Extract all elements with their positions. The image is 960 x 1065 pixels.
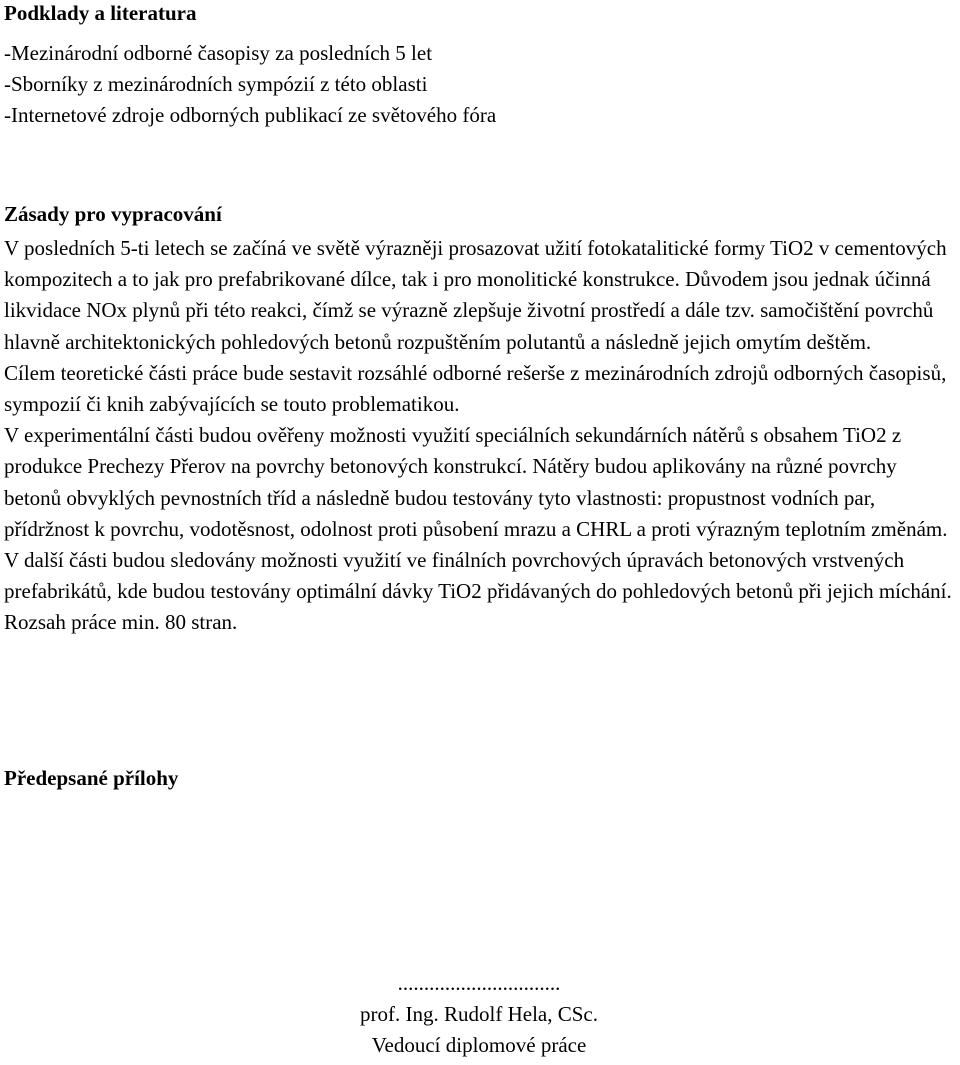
literature-item: -Internetové zdroje odborných publikací ze světového fóra (4, 103, 497, 127)
page-count-note: Rozsah práce min. 80 stran. (4, 610, 238, 635)
supervisor-name: prof. Ing. Rudolf Hela, CSc. (360, 1002, 598, 1026)
supervisor-role: Vedoucí diplomové práce (371, 1033, 587, 1057)
principles-paragraph: Cílem teoretické části práce bude sestavit rozsáhlé odborné rešerše z mezinárodních zdrojů odborných časopisů, sympozií či knih zabývajících se touto problematikou. (4, 360, 947, 417)
principles-paragraph: V experimentální části budou ověřeny možnosti využití speciálních sekundárních nátěrů s obsahem TiO2 z produkce Prechezy Přerov na povrchy betonových konstrukcí. Nátěry budou aplikovány na různé povrchy betonů obvyklých pevnostních tříd a následně budou testovány tyto vlastnosti: propustnost vodních par, přídržnost k povrchu, vodotěsnost, odolnost proti působení mrazu a CHRL a proti výrazným teplotním změnám. V další části budou sledovány možnosti využití ve finálních povrchových úpravách betonových vrstvených prefabrikátů, kde budou testovány optimální dávky TiO2 přidávaných do pohledových betonů při jejich míchání. (4, 423, 952, 604)
attachments-heading: Předepsané přílohy (4, 766, 179, 790)
literature-item: -Sborníky z mezinárodních sympózií z této oblasti (4, 72, 428, 96)
principles-paragraph: V posledních 5-ti letech se začíná ve světě výrazněji prosazovat užití fotokatalitické formy TiO2 v cementových kompozitech a to jak pro prefabrikované dílce, tak i pro monolitické konstrukce. Důvodem jsou jednak účinná likvidace NOx plynů při této reakci, čímž se výrazně zlepšuje životní prostředí a dále tzv. samočištění povrchů hlavně architektonických pohledových betonů rozpuštěním polutantů a následně jejich omytím deštěm. (4, 236, 947, 354)
signature-line: ............................... (397, 971, 561, 995)
literature-heading: Podklady a literatura (4, 1, 197, 25)
principles-heading: Zásady pro vypracování (4, 202, 222, 226)
principles-body (4, 233, 954, 639)
literature-item: -Mezinárodní odborné časopisy za posledních 5 let (4, 41, 433, 65)
signature-block (314, 968, 644, 1061)
literature-list (4, 38, 496, 131)
